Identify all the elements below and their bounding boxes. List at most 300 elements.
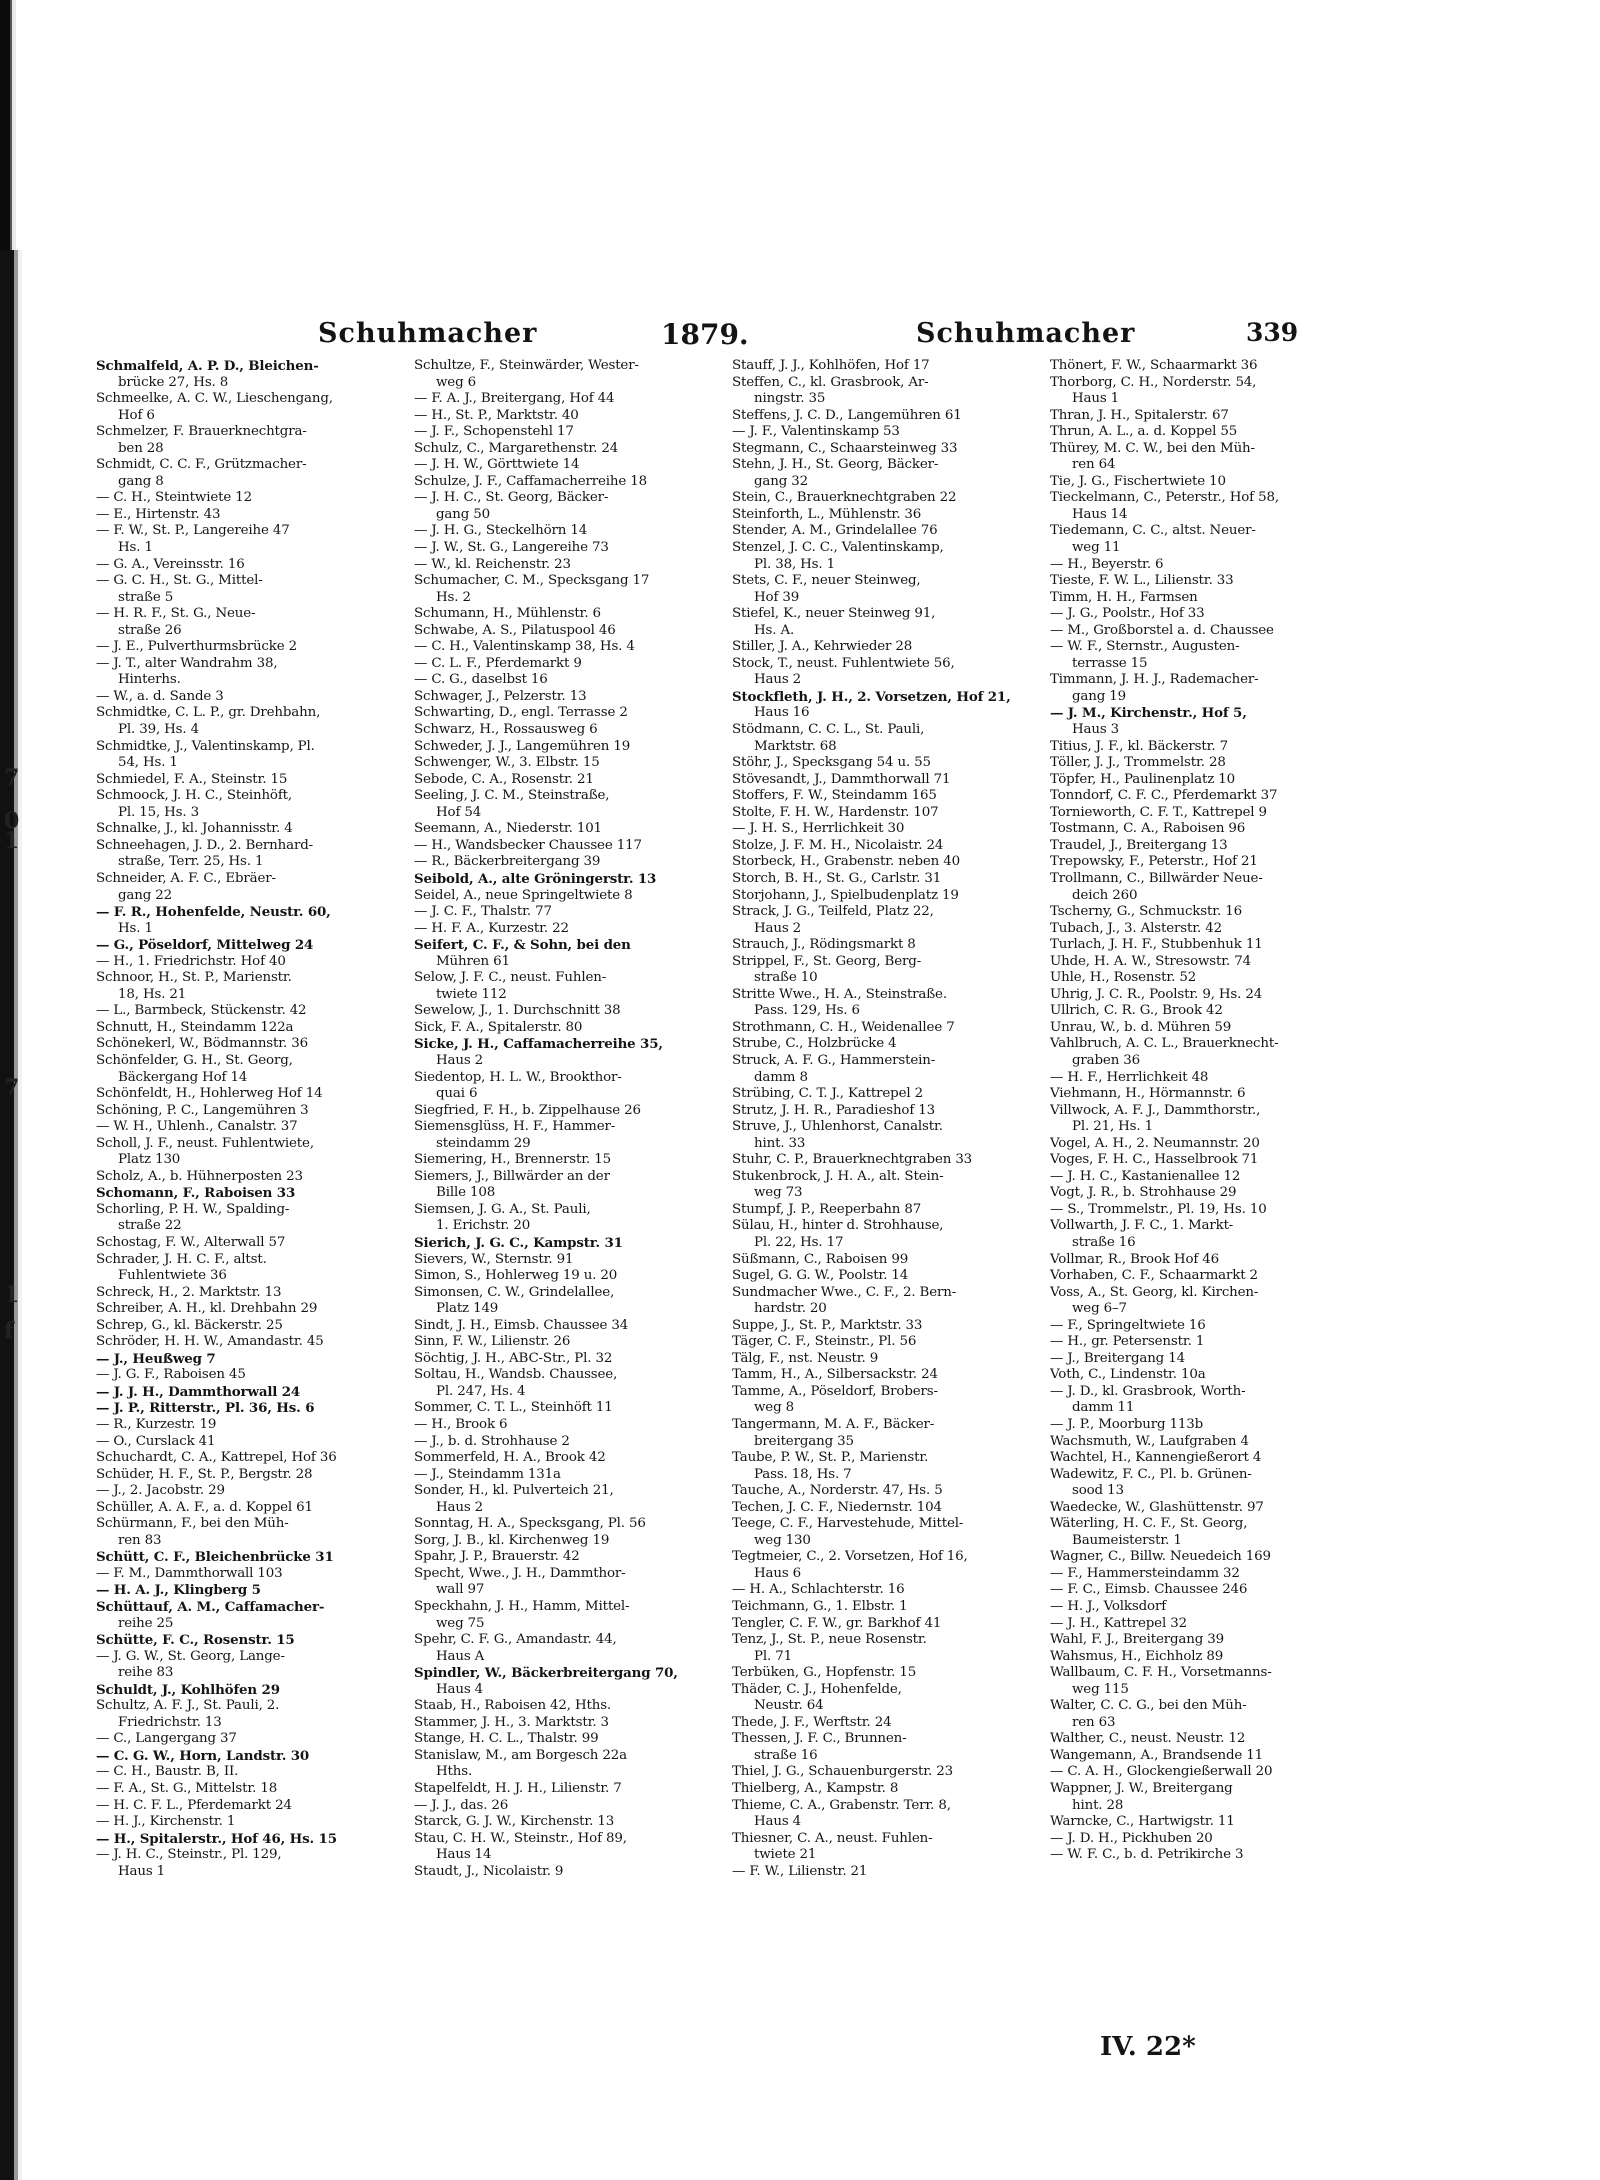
- directory-entry: — J. D. H., Pickhuben 20: [1050, 1830, 1213, 1846]
- directory-entry: Schnoor, H., St. P., Marienstr.: [96, 970, 292, 986]
- entry-continuation: weg 11: [1072, 540, 1121, 556]
- entry-continuation: graben 36: [1072, 1052, 1141, 1068]
- directory-entry: Strippel, F., St. Georg, Berg-: [732, 953, 922, 969]
- entry-continuation: Hths.: [436, 1764, 473, 1780]
- directory-entry: Töpfer, H., Paulinenplatz 10: [1050, 771, 1235, 787]
- directory-entry: — C. L. F., Pferdemarkt 9: [414, 655, 582, 671]
- entry-continuation: ren 63: [1072, 1714, 1116, 1730]
- entry-continuation: weg 8: [754, 1400, 794, 1416]
- directory-entry: — G. A., Vereinsstr. 16: [96, 556, 245, 572]
- directory-entry: Wallbaum, C. F. H., Vorsetmanns-: [1050, 1665, 1272, 1681]
- directory-entry: Siemensglüss, H. F., Hammer-: [414, 1119, 616, 1135]
- entry-continuation: Pass. 18, Hs. 7: [754, 1466, 852, 1482]
- directory-entry: Tangermann, M. A. F., Bäcker-: [732, 1417, 935, 1432]
- directory-entry: Seibold, A., alte Gröningerstr. 13: [414, 870, 657, 887]
- entry-continuation: straße 22: [118, 1218, 182, 1234]
- directory-entry: Tubach, J., 3. Alsterstr. 42: [1050, 920, 1222, 936]
- entry-continuation: Hinterhs.: [118, 672, 181, 688]
- directory-entry: Schröder, H. H. W., Amandastr. 45: [96, 1334, 324, 1350]
- directory-entry: Waedecke, W., Glashüttenstr. 97: [1050, 1499, 1264, 1515]
- directory-entry: Sonntag, H. A., Specksgang, Pl. 56: [414, 1516, 646, 1532]
- directory-entry: — F., Hammersteindamm 32: [1050, 1565, 1240, 1581]
- directory-entry: Storch, B. H., St. G., Carlstr. 31: [732, 870, 942, 886]
- directory-entry: — J. P., Moorburg 113b: [1050, 1417, 1204, 1432]
- entry-continuation: Hs. A.: [754, 622, 795, 638]
- directory-entry: Siegfried, F. H., b. Zippelhause 26: [414, 1102, 641, 1118]
- directory-entry: Sommerfeld, H. A., Brook 42: [414, 1450, 606, 1466]
- directory-entry: Thieme, C. A., Grabenstr. Terr. 8,: [732, 1797, 951, 1813]
- directory-entry: Stanislaw, M., am Borgesch 22a: [414, 1747, 627, 1763]
- directory-entry: — C. A. H., Glockengießerwall 20: [1050, 1764, 1273, 1780]
- directory-entry: Spehr, C. F. G., Amandastr. 44,: [414, 1632, 617, 1648]
- directory-entry: — F. R., Hohenfelde, Neustr. 60,: [96, 904, 331, 921]
- directory-entry: — H. A. J., Klingberg 5: [96, 1582, 261, 1599]
- directory-entry: Voges, F. H. C., Hasselbrook 71: [1050, 1152, 1259, 1168]
- directory-entry: Seeling, J. C. M., Steinstraße,: [414, 788, 610, 804]
- directory-entry: Thede, J. F., Werftstr. 24: [732, 1714, 892, 1730]
- directory-entry: Tengler, C. F. W., gr. Barkhof 41: [732, 1615, 942, 1631]
- directory-entry: Schwabe, A. S., Pilatuspool 46: [414, 622, 616, 638]
- directory-entry: — F. W., Lilienstr. 21: [732, 1863, 868, 1879]
- directory-entry: — W. H., Uhlenh., Canalstr. 37: [96, 1119, 298, 1135]
- directory-entry: — J., 2. Jacobstr. 29: [96, 1483, 225, 1499]
- directory-entry: — J. J. H., Dammthorwall 24: [96, 1383, 301, 1400]
- directory-entry: Steinforth, L., Mühlenstr. 36: [732, 506, 922, 522]
- directory-entry: Tauche, A., Norderstr. 47, Hs. 5: [732, 1483, 943, 1499]
- directory-entry: Scholl, J. F., neust. Fuhlentwiete,: [96, 1135, 314, 1151]
- entry-continuation: Hof 54: [436, 804, 482, 820]
- directory-entry: Villwock, A. F. J., Dammthorstr.,: [1050, 1102, 1261, 1118]
- directory-entry: Schumacher, C. M., Specksgang 17: [414, 573, 650, 589]
- directory-entry: Specht, Wwe., J. H., Dammthor-: [414, 1565, 626, 1581]
- entry-continuation: Pl. 71: [754, 1648, 792, 1664]
- directory-entry: — H., Beyerstr. 6: [1050, 556, 1164, 572]
- entry-continuation: Pl. 22, Hs. 17: [754, 1234, 844, 1250]
- directory-entry: Wäterling, H. C. F., St. Georg,: [1050, 1516, 1248, 1532]
- directory-entry: Schönekerl, W., Bödmannstr. 36: [96, 1036, 308, 1052]
- directory-entry: Thorborg, C. H., Norderstr. 54,: [1050, 374, 1257, 390]
- directory-entry: Voth, C., Lindenstr. 10a: [1050, 1367, 1206, 1383]
- directory-entry: — C., Langergang 37: [96, 1731, 237, 1747]
- entry-continuation: Hs. 2: [436, 589, 471, 605]
- entry-continuation: Pl. 247, Hs. 4: [436, 1383, 526, 1399]
- directory-entry: Tornieworth, C. F. T., Kattrepel 9: [1050, 804, 1267, 820]
- directory-entry: Tenz, J., St. P., neue Rosenstr.: [732, 1632, 927, 1648]
- entry-continuation: gang 50: [436, 506, 490, 522]
- directory-entry: Sundmacher Wwe., C. F., 2. Bern-: [732, 1284, 957, 1300]
- directory-entry: Schüder, H. F., St. P., Bergstr. 28: [96, 1466, 313, 1482]
- directory-entry: — J. G., Poolstr., Hof 33: [1050, 606, 1205, 622]
- directory-entry: — J. G. W., St. Georg, Lange-: [96, 1648, 285, 1664]
- directory-entry: Turlach, J. H. F., Stubbenhuk 11: [1050, 937, 1263, 953]
- directory-entry: Stumpf, J. P., Reeperbahn 87: [732, 1201, 922, 1217]
- directory-entry: Wachtel, H., Kannengießerort 4: [1050, 1450, 1262, 1466]
- directory-entry: Thiesner, C. A., neust. Fuhlen-: [732, 1830, 933, 1846]
- directory-entry: Schorling, P. H. W., Spalding-: [96, 1201, 290, 1217]
- entry-continuation: damm 11: [1072, 1400, 1135, 1416]
- directory-entry: Stolze, J. F. M. H., Nicolaistr. 24: [732, 837, 944, 853]
- entry-continuation: Haus 4: [436, 1681, 484, 1697]
- directory-entry: Thürey, M. C. W., bei den Müh-: [1050, 440, 1255, 456]
- directory-entry: Spahr, J. P., Brauerstr. 42: [414, 1549, 580, 1565]
- directory-entry: Wadewitz, F. C., Pl. b. Grünen-: [1050, 1466, 1252, 1482]
- directory-entry: Trollmann, C., Billwärder Neue-: [1050, 870, 1263, 886]
- entry-continuation: reihe 83: [118, 1665, 174, 1681]
- entry-continuation: straße, Terr. 25, Hs. 1: [118, 854, 264, 870]
- directory-entry: Soltau, H., Wandsb. Chaussee,: [414, 1367, 618, 1383]
- directory-entry: — J. G. F., Raboisen 45: [96, 1367, 246, 1383]
- edge-glyph: 1: [4, 1282, 20, 1308]
- entry-continuation: Haus 1: [1072, 391, 1120, 407]
- directory-entry: Stein, C., Brauerknechtgraben 22: [732, 490, 957, 506]
- directory-entry: Schütte, F. C., Rosenstr. 15: [96, 1632, 295, 1649]
- directory-entry: — H., gr. Petersenstr. 1: [1050, 1334, 1205, 1350]
- directory-entry: — J. W., St. G., Langereihe 73: [414, 540, 609, 556]
- edge-glyph: 7: [4, 765, 20, 791]
- directory-entry: Schmelzer, F. Brauerknechtgra-: [96, 424, 307, 440]
- directory-entry: — J. P., Ritterstr., Pl. 36, Hs. 6: [96, 1400, 315, 1417]
- year-heading: 1879.: [661, 318, 749, 351]
- entry-continuation: brücke 27, Hs. 8: [118, 374, 229, 390]
- directory-entry: Sugel, G. G. W., Poolstr. 14: [732, 1268, 909, 1284]
- entry-continuation: Haus 14: [1072, 506, 1128, 522]
- directory-entry: — E., Hirtenstr. 43: [96, 506, 221, 522]
- entry-continuation: straße 26: [118, 622, 182, 638]
- directory-entry: Thiel, J. G., Schauenburgerstr. 23: [732, 1764, 953, 1780]
- entry-continuation: Haus 2: [754, 672, 802, 688]
- directory-entry: Vogt, J. R., b. Strohhause 29: [1050, 1185, 1237, 1201]
- directory-entry: Sommer, C. T. L., Steinhöft 11: [414, 1400, 613, 1416]
- directory-entry: — G. C. H., St. G., Mittel-: [96, 573, 263, 589]
- directory-entry: Spindler, W., Bäckerbreitergang 70,: [414, 1665, 678, 1682]
- directory-entry: Schmiedel, F. A., Steinstr. 15: [96, 771, 288, 787]
- directory-entry: Thäder, C. J., Hohenfelde,: [732, 1681, 902, 1697]
- directory-entry: — H. J., Kirchenstr. 1: [96, 1814, 236, 1830]
- directory-entry: Stoffers, F. W., Steindamm 165: [732, 788, 937, 804]
- entry-continuation: Hof 39: [754, 589, 800, 605]
- entry-continuation: Pl. 15, Hs. 3: [118, 804, 199, 820]
- directory-entry: Stau, C. H. W., Steinstr., Hof 89,: [414, 1830, 627, 1846]
- directory-entry: — J. H. C., Kastanienallee 12: [1050, 1168, 1241, 1184]
- directory-entry: Sick, F. A., Spitalerstr. 80: [414, 1019, 583, 1035]
- directory-entry: Stritte Wwe., H. A., Steinstraße.: [732, 986, 947, 1002]
- entry-continuation: Mühren 61: [436, 953, 510, 969]
- directory-entry: Süßmann, C., Raboisen 99: [732, 1251, 909, 1267]
- directory-entry: Strube, C., Holzbrücke 4: [732, 1036, 897, 1052]
- entry-continuation: weg 75: [436, 1615, 485, 1631]
- directory-entry: — H., Wandsbecker Chaussee 117: [414, 837, 642, 853]
- entry-continuation: Hof 6: [118, 407, 155, 423]
- directory-entry: Seemann, A., Niederstr. 101: [414, 821, 602, 837]
- directory-entry: Wachsmuth, W., Laufgraben 4: [1050, 1433, 1249, 1449]
- directory-entry: — H. R. F., St. G., Neue-: [96, 606, 256, 622]
- directory-entry: Schneehagen, J. D., 2. Bernhard-: [96, 837, 314, 853]
- directory-entry: Tiedemann, C. C., altst. Neuer-: [1050, 523, 1256, 539]
- edge-glyph: 7: [4, 1075, 20, 1101]
- entry-continuation: ren 83: [118, 1532, 162, 1548]
- directory-entry: Uhde, H. A. W., Stresowstr. 74: [1050, 953, 1251, 969]
- directory-entry: Schrep, G., kl. Bäckerstr. 25: [96, 1317, 283, 1333]
- directory-entry: — M., Großborstel a. d. Chaussee: [1050, 622, 1274, 638]
- directory-entry: — F. M., Dammthorwall 103: [96, 1565, 283, 1581]
- entry-continuation: straße 16: [754, 1747, 818, 1763]
- entry-continuation: straße 5: [118, 589, 174, 605]
- entry-continuation: ren 64: [1072, 457, 1116, 473]
- directory-entry: Sülau, H., hinter d. Strohhause,: [732, 1218, 944, 1234]
- directory-entry: — H., Spitalerstr., Hof 46, Hs. 15: [96, 1830, 337, 1847]
- directory-entry: Sicke, J. H., Caffamacherreihe 35,: [414, 1036, 663, 1053]
- entry-continuation: Bäckergang Hof 14: [118, 1069, 248, 1085]
- directory-entry: Schwenger, W., 3. Elbstr. 15: [414, 755, 600, 771]
- directory-entry: — C. G. W., Horn, Landstr. 30: [96, 1747, 310, 1764]
- entry-continuation: gang 19: [1072, 688, 1126, 704]
- directory-entry: — C. H., Steintwiete 12: [96, 490, 252, 506]
- directory-entry: Stapelfeldt, H. J. H., Lilienstr. 7: [414, 1781, 622, 1797]
- entry-continuation: reihe 25: [118, 1615, 174, 1631]
- directory-entry: Seifert, C. F., & Sohn, bei den: [414, 937, 631, 954]
- column-1: [96, 358, 406, 1880]
- printer-signature: IV. 22*: [1100, 2032, 1196, 2062]
- directory-entry: Traudel, J., Breitergang 13: [1050, 837, 1228, 853]
- directory-entry: Thessen, J. F. C., Brunnen-: [732, 1731, 907, 1747]
- directory-entry: Vollwarth, J. F. C., 1. Markt-: [1050, 1218, 1234, 1234]
- directory-entry: — J. E., Pulverthurmsbrücke 2: [96, 639, 298, 655]
- directory-entry: Storbeck, H., Grabenstr. neben 40: [732, 854, 960, 870]
- entry-continuation: Haus 2: [436, 1052, 484, 1068]
- directory-entry: — H. F. A., Kurzestr. 22: [414, 920, 569, 936]
- directory-entry: Schuchardt, C. A., Kattrepel, Hof 36: [96, 1450, 337, 1466]
- directory-entry: Simonsen, C. W., Grindelallee,: [414, 1284, 615, 1300]
- directory-entry: Techen, J. C. F., Niedernstr. 104: [732, 1499, 942, 1515]
- entry-continuation: Haus 14: [436, 1847, 492, 1863]
- directory-entry: — H., St. P., Marktstr. 40: [414, 407, 579, 423]
- directory-entry: Ullrich, C. R. G., Brook 42: [1050, 1003, 1223, 1019]
- entry-continuation: Pl. 21, Hs. 1: [1072, 1119, 1153, 1135]
- directory-entry: Tscherny, G., Schmuckstr. 16: [1050, 904, 1242, 920]
- directory-entry: Schuldt, J., Kohlhöfen 29: [96, 1681, 280, 1698]
- directory-entry: Sievers, W., Sternstr. 91: [414, 1251, 574, 1267]
- directory-entry: — S., Trommelstr., Pl. 19, Hs. 10: [1050, 1201, 1267, 1217]
- directory-entry: — O., Curslack 41: [96, 1433, 216, 1449]
- column-4: [1050, 358, 1360, 1864]
- directory-entry: Schütt, C. F., Bleichenbrücke 31: [96, 1549, 334, 1566]
- directory-entry: Staab, H., Raboisen 42, Hths.: [414, 1698, 612, 1714]
- directory-entry: Schmalfeld, A. P. D., Bleichen-: [96, 358, 319, 374]
- directory-entry: — J. T., alter Wandrahm 38,: [96, 655, 278, 671]
- directory-entry: Stiller, J. A., Kehrwieder 28: [732, 639, 913, 655]
- directory-entry: Struck, A. F. G., Hammerstein-: [732, 1052, 936, 1068]
- directory-entry: Vogel, A. H., 2. Neumannstr. 20: [1050, 1135, 1260, 1151]
- entry-continuation: Marktstr. 68: [754, 738, 837, 754]
- directory-entry: — F. A. J., Breitergang, Hof 44: [414, 391, 615, 407]
- directory-entry: — J. F., Valentinskamp 53: [732, 424, 900, 440]
- directory-entry: Sierich, J. G. C., Kampstr. 31: [414, 1234, 623, 1251]
- directory-entry: Selow, J. F. C., neust. Fuhlen-: [414, 970, 607, 986]
- directory-entry: Tälg, F., nst. Neustr. 9: [732, 1350, 879, 1366]
- entry-continuation: Haus 2: [436, 1499, 484, 1515]
- directory-entry: Schulz, C., Margarethenstr. 24: [414, 440, 619, 456]
- directory-entry: Teege, C. F., Harvestehude, Mittel-: [732, 1516, 964, 1532]
- directory-entry: Unrau, W., b. d. Mühren 59: [1050, 1019, 1232, 1035]
- directory-entry: — J. C. F., Thalstr. 77: [414, 904, 552, 920]
- directory-entry: — R., Bäckerbreitergang 39: [414, 854, 601, 870]
- entry-continuation: Haus 1: [118, 1863, 166, 1879]
- directory-entry: Schwarz, H., Rossausweg 6: [414, 722, 598, 738]
- directory-entry: Tieste, F. W. L., Lilienstr. 33: [1050, 573, 1234, 589]
- directory-entry: Schostag, F. W., Alterwall 57: [96, 1234, 286, 1250]
- directory-entry: Speckhahn, J. H., Hamm, Mittel-: [414, 1599, 630, 1615]
- directory-entry: Uhle, H., Rosenstr. 52: [1050, 970, 1197, 986]
- column-3: [732, 358, 1042, 1880]
- directory-entry: Terbüken, G., Hopfenstr. 15: [732, 1665, 917, 1681]
- directory-entry: Stukenbrock, J. H. A., alt. Stein-: [732, 1168, 944, 1184]
- directory-entry: Struve, J., Uhlenhorst, Canalstr.: [732, 1119, 943, 1135]
- directory-entry: Walter, C. C. G., bei den Müh-: [1050, 1698, 1247, 1714]
- directory-entry: Thönert, F. W., Schaarmarkt 36: [1050, 358, 1258, 373]
- directory-entry: Schwager, J., Pelzerstr. 13: [414, 688, 587, 704]
- directory-entry: — J. D., kl. Grasbrook, Worth-: [1050, 1383, 1246, 1399]
- running-title-left: Schuhmacher: [318, 318, 538, 349]
- directory-entry: Schnutt, H., Steindamm 122a: [96, 1019, 294, 1035]
- entry-continuation: Haus 4: [754, 1814, 802, 1830]
- entry-continuation: Pl. 38, Hs. 1: [754, 556, 835, 572]
- directory-entry: — F. A., St. G., Mittelstr. 18: [96, 1781, 278, 1797]
- column-2: [414, 358, 724, 1880]
- entry-continuation: Haus 2: [754, 920, 802, 936]
- directory-entry: Schürmann, F., bei den Müh-: [96, 1516, 289, 1532]
- directory-entry: Schönfeldt, H., Hohlerweg Hof 14: [96, 1086, 323, 1102]
- page-number: 339: [1246, 318, 1299, 347]
- directory-entry: — C. H., Baustr. B, II.: [96, 1764, 239, 1780]
- directory-entry: — J. H. S., Herrlichkeit 30: [732, 821, 905, 837]
- entry-continuation: weg 130: [754, 1532, 811, 1548]
- directory-entry: Schulze, J. F., Caffamacherreihe 18: [414, 473, 647, 489]
- directory-entry: Warncke, C., Hartwigstr. 11: [1050, 1814, 1235, 1830]
- directory-entry: Stammer, J. H., 3. Marktstr. 3: [414, 1714, 609, 1730]
- directory-entry: Tieckelmann, C., Peterstr., Hof 58,: [1050, 490, 1279, 506]
- directory-entry: — F. C., Eimsb. Chaussee 246: [1050, 1582, 1248, 1598]
- directory-entry: — L., Barmbeck, Stückenstr. 42: [96, 1003, 307, 1019]
- entry-continuation: Haus 3: [1072, 722, 1120, 738]
- directory-entry: Stock, T., neust. Fuhlentwiete 56,: [732, 655, 955, 671]
- directory-entry: Titius, J. F., kl. Bäckerstr. 7: [1050, 738, 1228, 754]
- entry-continuation: Platz 149: [436, 1301, 499, 1317]
- entry-continuation: 54, Hs. 1: [118, 755, 178, 771]
- directory-entry: Strauch, J., Rödingsmarkt 8: [732, 937, 916, 953]
- directory-entry: Viehmann, H., Hörmannstr. 6: [1050, 1086, 1246, 1102]
- directory-entry: — F., Springeltwiete 16: [1050, 1317, 1206, 1333]
- entry-continuation: quai 6: [436, 1086, 478, 1102]
- directory-entry: — J. M., Kirchenstr., Hof 5,: [1050, 705, 1247, 722]
- entry-continuation: weg 6–7: [1072, 1301, 1127, 1317]
- directory-entry: Steffens, J. C. D., Langemühren 61: [732, 407, 962, 423]
- entry-continuation: twiete 21: [754, 1847, 817, 1863]
- directory-entry: Strutz, J. H. R., Paradieshof 13: [732, 1102, 935, 1118]
- directory-entry: Tegtmeier, C., 2. Vorsetzen, Hof 16,: [732, 1549, 968, 1565]
- directory-entry: Siemering, H., Brennerstr. 15: [414, 1152, 611, 1168]
- directory-entry: Stödmann, C. C. L., St. Pauli,: [732, 722, 925, 738]
- directory-entry: — H. F., Herrlichkeit 48: [1050, 1069, 1209, 1085]
- directory-entry: — W. F. C., b. d. Petrikirche 3: [1050, 1847, 1244, 1863]
- directory-entry: Siedentop, H. L. W., Brookthor-: [414, 1069, 622, 1085]
- directory-entry: Stiefel, K., neuer Steinweg 91,: [732, 606, 936, 622]
- directory-entry: Tonndorf, C. F. C., Pferdemarkt 37: [1050, 788, 1278, 804]
- directory-entry: Schneider, A. F. C., Ebräer-: [96, 870, 276, 886]
- directory-entry: Schomann, F., Raboisen 33: [96, 1185, 296, 1202]
- directory-entry: Vollmar, R., Brook Hof 46: [1050, 1251, 1220, 1267]
- directory-entry: Stuhr, C. P., Brauerknechtgraben 33: [732, 1152, 973, 1168]
- entry-continuation: Baumeisterstr. 1: [1072, 1532, 1182, 1548]
- directory-entry: Stolte, F. H. W., Hardenstr. 107: [732, 804, 939, 820]
- directory-entry: Scholz, A., b. Hühnerposten 23: [96, 1168, 303, 1184]
- entry-continuation: Pl. 39, Hs. 4: [118, 722, 199, 738]
- entry-continuation: sood 13: [1072, 1483, 1124, 1499]
- directory-entry: Voss, A., St. Georg, kl. Kirchen-: [1050, 1284, 1259, 1300]
- entry-continuation: Haus A: [436, 1648, 485, 1664]
- directory-entry: Wappner, J. W., Breitergang: [1050, 1781, 1233, 1797]
- directory-entry: Schrader, J. H. C. F., altst.: [96, 1251, 267, 1267]
- directory-entry: — W., kl. Reichenstr. 23: [414, 556, 571, 572]
- entry-continuation: hardstr. 20: [754, 1301, 827, 1317]
- entry-continuation: damm 8: [754, 1069, 808, 1085]
- page-header: [96, 318, 1366, 356]
- entry-continuation: gang 32: [754, 473, 808, 489]
- directory-entry: Seidel, A., neue Springeltwiete 8: [414, 887, 633, 903]
- directory-entry: Stender, A. M., Grindelallee 76: [732, 523, 938, 539]
- directory-entry: Schreiber, A. H., kl. Drehbahn 29: [96, 1301, 318, 1317]
- directory-entry: Stenzel, J. C. C., Valentinskamp,: [732, 540, 944, 556]
- directory-entry: Schumann, H., Mühlenstr. 6: [414, 606, 601, 622]
- directory-entry: Schmoock, J. H. C., Steinhöft,: [96, 788, 292, 804]
- entry-continuation: Hs. 1: [118, 920, 153, 936]
- entry-continuation: hint. 28: [1072, 1797, 1124, 1813]
- entry-continuation: Friedrichstr. 13: [118, 1714, 222, 1730]
- directory-entry: Schönfelder, G. H., St. Georg,: [96, 1052, 293, 1068]
- directory-entry: Schüttauf, A. M., Caffamacher-: [96, 1599, 325, 1616]
- directory-entry: Stets, C. F., neuer Steinweg,: [732, 573, 921, 589]
- directory-entry: Schultz, A. F. J., St. Pauli, 2.: [96, 1698, 280, 1714]
- directory-entry: Schüller, A. A. F., a. d. Koppel 61: [96, 1499, 313, 1515]
- entry-continuation: weg 73: [754, 1185, 803, 1201]
- directory-entry: Schmidtke, J., Valentinskamp, Pl.: [96, 738, 315, 754]
- edge-glyph: 1: [4, 828, 20, 854]
- directory-entry: Thielberg, A., Kampstr. 8: [732, 1781, 899, 1797]
- directory-entry: Suppe, J., St. P., Marktstr. 33: [732, 1317, 923, 1333]
- directory-entry: Sindt, J. H., Eimsb. Chaussee 34: [414, 1317, 629, 1333]
- directory-entry: Storjohann, J., Spielbudenplatz 19: [732, 887, 959, 903]
- directory-entry: Teichmann, G., 1. Elbstr. 1: [732, 1599, 908, 1615]
- directory-entry: Sebode, C. A., Rosenstr. 21: [414, 771, 594, 787]
- directory-entry: Schnalke, J., kl. Johannisstr. 4: [96, 821, 293, 837]
- directory-entry: — J. H., Kattrepel 32: [1050, 1615, 1187, 1631]
- entry-continuation: 18, Hs. 21: [118, 986, 187, 1002]
- entry-continuation: wall 97: [436, 1582, 485, 1598]
- directory-entry: — G., Pöseldorf, Mittelweg 24: [96, 937, 314, 954]
- directory-entry: Siemsen, J. G. A., St. Pauli,: [414, 1201, 591, 1217]
- directory-entry: Schmidtke, C. L. P., gr. Drehbahn,: [96, 705, 321, 721]
- directory-entry: Thrun, A. L., a. d. Koppel 55: [1050, 424, 1238, 440]
- directory-entry: — J. F., Schopenstehl 17: [414, 424, 574, 440]
- directory-entry: Starck, G. J. W., Kirchenstr. 13: [414, 1814, 615, 1830]
- directory-entry: Tamm, H., A., Silbersackstr. 24: [732, 1367, 938, 1383]
- directory-entry: Söchtig, J. H., ABC-Str., Pl. 32: [414, 1350, 613, 1366]
- running-title-right: Schuhmacher: [916, 318, 1136, 349]
- directory-entry: Staudt, J., Nicolaistr. 9: [414, 1863, 564, 1879]
- entry-continuation: Pass. 129, Hs. 6: [754, 1003, 860, 1019]
- entry-continuation: straße 10: [754, 970, 818, 986]
- directory-entry: Steffen, C., kl. Grasbrook, Ar-: [732, 374, 929, 390]
- entry-continuation: Haus 16: [754, 705, 810, 721]
